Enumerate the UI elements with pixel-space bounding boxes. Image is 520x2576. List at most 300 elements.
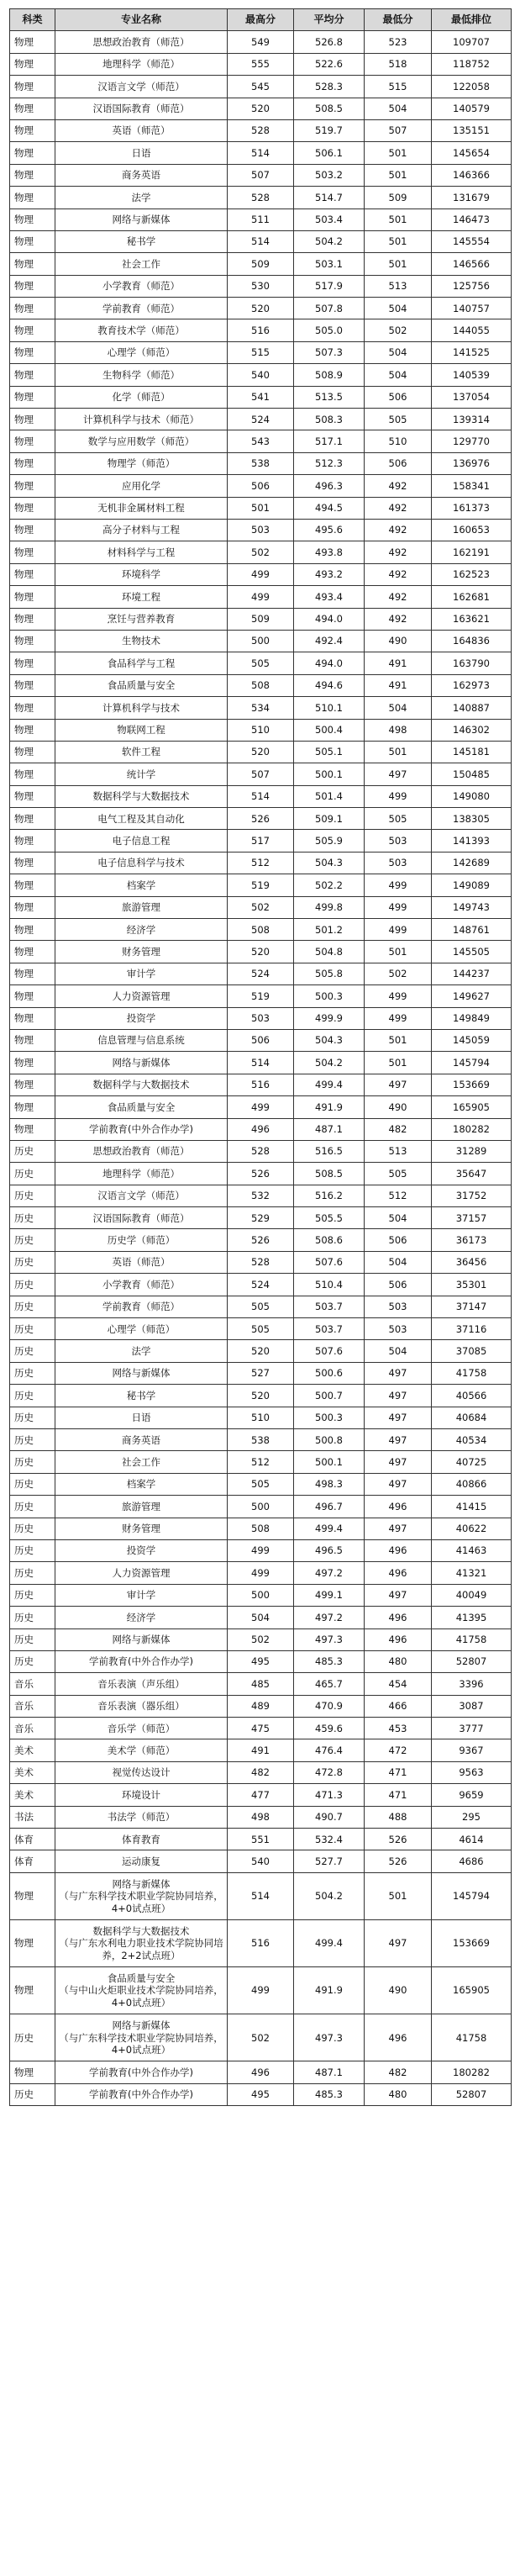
cell-avg-score: 500.8 (294, 1429, 365, 1451)
cell-min-rank: 138305 (432, 808, 512, 830)
cell-min-rank: 160653 (432, 519, 512, 541)
cell-category: 物理 (10, 275, 55, 297)
cell-max-score: 516 (228, 1074, 294, 1095)
cell-min-score: 497 (365, 1451, 432, 1473)
table-row (10, 1628, 512, 1650)
cell-max-score: 520 (228, 741, 294, 763)
cell-min-score: 499 (365, 1007, 432, 1029)
cell-category: 历史 (10, 1518, 55, 1539)
table-row (10, 452, 512, 474)
cell-major: 美术学（师范） (55, 1739, 228, 1761)
cell-major: 数据科学与大数据技术 (55, 785, 228, 807)
cell-avg-score: 487.1 (294, 2061, 365, 2083)
cell-min-score: 491 (365, 652, 432, 674)
cell-min-score: 504 (365, 1207, 432, 1229)
cell-category: 历史 (10, 1473, 55, 1495)
cell-min-score: 497 (365, 763, 432, 785)
table-row (10, 1496, 512, 1518)
cell-category: 物理 (10, 2061, 55, 2083)
cell-min-score: 501 (365, 741, 432, 763)
table-row (10, 1473, 512, 1495)
cell-avg-score: 505.9 (294, 830, 365, 852)
table-row (10, 541, 512, 563)
header-min-score: 最低分 (365, 9, 432, 31)
cell-avg-score: 508.5 (294, 98, 365, 119)
cell-category: 物理 (10, 785, 55, 807)
cell-max-score: 512 (228, 852, 294, 874)
table-row (10, 76, 512, 98)
cell-major: 汉语国际教育（师范） (55, 1207, 228, 1229)
cell-category: 物理 (10, 409, 55, 430)
cell-min-rank: 36173 (432, 1229, 512, 1251)
cell-major: 运动康复 (55, 1850, 228, 1872)
cell-category: 物理 (10, 963, 55, 984)
cell-min-rank: 141393 (432, 830, 512, 852)
cell-max-score: 516 (228, 1919, 294, 1966)
cell-category: 物理 (10, 652, 55, 674)
cell-min-score: 501 (365, 142, 432, 164)
cell-min-score: 492 (365, 519, 432, 541)
cell-max-score: 495 (228, 1650, 294, 1672)
cell-min-score: 499 (365, 985, 432, 1007)
cell-min-score: 497 (365, 1473, 432, 1495)
table-row (10, 230, 512, 252)
cell-min-score: 503 (365, 1296, 432, 1317)
table-row (10, 497, 512, 519)
table-row (10, 1207, 512, 1229)
cell-major: 学前教育（师范） (55, 298, 228, 319)
cell-avg-score: 522.6 (294, 53, 365, 75)
cell-category: 物理 (10, 719, 55, 741)
cell-category: 物理 (10, 1967, 55, 2014)
cell-major: 汉语国际教育（师范） (55, 98, 228, 119)
table-row (10, 630, 512, 652)
cell-min-rank: 35301 (432, 1274, 512, 1296)
table-row (10, 1007, 512, 1029)
table-row (10, 1163, 512, 1185)
cell-category: 物理 (10, 941, 55, 963)
cell-max-score: 510 (228, 1407, 294, 1428)
cell-min-score: 472 (365, 1739, 432, 1761)
cell-min-score: 504 (365, 98, 432, 119)
table-row (10, 519, 512, 541)
cell-major: 英语（师范） (55, 1251, 228, 1273)
cell-max-score: 526 (228, 1163, 294, 1185)
cell-category: 物理 (10, 1118, 55, 1140)
cell-min-score: 503 (365, 830, 432, 852)
cell-min-score: 492 (365, 608, 432, 630)
cell-min-score: 496 (365, 1562, 432, 1584)
cell-max-score: 489 (228, 1695, 294, 1717)
cell-min-score: 492 (365, 563, 432, 585)
cell-major: 旅游管理 (55, 896, 228, 918)
cell-avg-score: 497.3 (294, 1628, 365, 1650)
cell-max-score: 499 (228, 1562, 294, 1584)
table-row (10, 652, 512, 674)
cell-max-score: 514 (228, 785, 294, 807)
cell-avg-score: 502.2 (294, 874, 365, 896)
cell-max-score: 549 (228, 31, 294, 53)
cell-category: 历史 (10, 1296, 55, 1317)
cell-min-rank: 41758 (432, 2014, 512, 2061)
cell-min-score: 497 (365, 1074, 432, 1095)
cell-avg-score: 499.1 (294, 1584, 365, 1606)
cell-min-rank: 37147 (432, 1296, 512, 1317)
cell-min-rank: 149849 (432, 1007, 512, 1029)
cell-major: 学前教育（师范） (55, 1296, 228, 1317)
cell-major: 信息管理与信息系统 (55, 1029, 228, 1051)
cell-major: 烹饪与营养教育 (55, 608, 228, 630)
table-row (10, 319, 512, 341)
cell-max-score: 505 (228, 1318, 294, 1340)
cell-min-rank: 122058 (432, 76, 512, 98)
cell-avg-score: 504.3 (294, 852, 365, 874)
table-row (10, 1718, 512, 1739)
cell-avg-score: 490.7 (294, 1806, 365, 1828)
header-row (10, 9, 512, 31)
cell-major: 投资学 (55, 1007, 228, 1029)
cell-max-score: 524 (228, 963, 294, 984)
cell-min-score: 504 (365, 341, 432, 363)
cell-avg-score: 493.2 (294, 563, 365, 585)
cell-min-score: 501 (365, 1052, 432, 1074)
header-category: 科类 (10, 9, 55, 31)
cell-min-score: 501 (365, 209, 432, 230)
cell-category: 物理 (10, 1052, 55, 1074)
cell-category: 物理 (10, 919, 55, 941)
cell-major: 学前教育(中外合作办学) (55, 2083, 228, 2105)
cell-max-score: 509 (228, 608, 294, 630)
cell-min-score: 510 (365, 430, 432, 452)
cell-avg-score: 503.7 (294, 1318, 365, 1340)
cell-category: 物理 (10, 253, 55, 275)
cell-avg-score: 507.8 (294, 298, 365, 319)
cell-max-score: 502 (228, 1628, 294, 1650)
cell-max-score: 499 (228, 1539, 294, 1561)
cell-min-rank: 144055 (432, 319, 512, 341)
cell-category: 物理 (10, 497, 55, 519)
table-row (10, 741, 512, 763)
table-row (10, 1385, 512, 1407)
table-row (10, 2083, 512, 2105)
cell-min-score: 497 (365, 1385, 432, 1407)
table-row (10, 119, 512, 141)
cell-avg-score: 532.4 (294, 1829, 365, 1850)
cell-category: 历史 (10, 1539, 55, 1561)
cell-major: 无机非金属材料工程 (55, 497, 228, 519)
cell-min-rank: 52807 (432, 2083, 512, 2105)
cell-avg-score: 496.3 (294, 475, 365, 497)
cell-avg-score: 505.1 (294, 741, 365, 763)
table-row (10, 1919, 512, 1966)
cell-max-score: 517 (228, 830, 294, 852)
cell-category: 物理 (10, 741, 55, 763)
cell-min-score: 509 (365, 187, 432, 209)
cell-min-rank: 131679 (432, 187, 512, 209)
cell-min-rank: 41758 (432, 1362, 512, 1384)
cell-category: 体育 (10, 1850, 55, 1872)
cell-min-rank: 164836 (432, 630, 512, 652)
cell-max-score: 510 (228, 719, 294, 741)
cell-major: 思想政治教育（师范） (55, 31, 228, 53)
cell-major: 日语 (55, 1407, 228, 1428)
table-row (10, 1761, 512, 1783)
cell-min-score: 497 (365, 1362, 432, 1384)
table-row (10, 1274, 512, 1296)
cell-max-score: 512 (228, 1451, 294, 1473)
cell-avg-score: 508.3 (294, 409, 365, 430)
cell-min-score: 497 (365, 1518, 432, 1539)
cell-max-score: 508 (228, 1518, 294, 1539)
table-row (10, 209, 512, 230)
cell-major: 音乐表演（器乐组） (55, 1695, 228, 1717)
cell-max-score: 482 (228, 1761, 294, 1783)
cell-min-rank: 41321 (432, 1562, 512, 1584)
table-row (10, 1296, 512, 1317)
cell-min-score: 496 (365, 2014, 432, 2061)
cell-major: 财务管理 (55, 941, 228, 963)
cell-min-score: 504 (365, 298, 432, 319)
cell-major: 学前教育(中外合作办学) (55, 2061, 228, 2083)
cell-min-rank: 136976 (432, 452, 512, 474)
cell-avg-score: 516.2 (294, 1185, 365, 1206)
cell-avg-score: 496.7 (294, 1496, 365, 1518)
cell-avg-score: 528.3 (294, 76, 365, 98)
cell-min-score: 491 (365, 674, 432, 696)
cell-avg-score: 499.8 (294, 896, 365, 918)
cell-min-rank: 31289 (432, 1140, 512, 1162)
cell-max-score: 543 (228, 430, 294, 452)
cell-avg-score: 516.5 (294, 1140, 365, 1162)
cell-min-score: 513 (365, 275, 432, 297)
cell-major: 应用化学 (55, 475, 228, 497)
cell-category: 物理 (10, 209, 55, 230)
table-row (10, 874, 512, 896)
cell-category: 物理 (10, 563, 55, 585)
cell-min-score: 505 (365, 409, 432, 430)
cell-category: 物理 (10, 697, 55, 719)
cell-avg-score: 500.1 (294, 763, 365, 785)
table-row (10, 1362, 512, 1384)
cell-major: 高分子材料与工程 (55, 519, 228, 541)
header-major: 专业名称 (55, 9, 228, 31)
cell-avg-score: 500.3 (294, 985, 365, 1007)
cell-major: 数据科学与大数据技术 (55, 1074, 228, 1095)
cell-major: 音乐表演（声乐组） (55, 1673, 228, 1695)
table-row (10, 253, 512, 275)
cell-avg-score: 487.1 (294, 1118, 365, 1140)
cell-major: 网络与新媒体 （与广东科学技术职业学院协同培养，4+0试点班） (55, 2014, 228, 2061)
cell-major: 软件工程 (55, 741, 228, 763)
cell-min-score: 490 (365, 1096, 432, 1118)
cell-max-score: 527 (228, 1362, 294, 1384)
cell-category: 历史 (10, 2083, 55, 2105)
cell-avg-score: 493.8 (294, 541, 365, 563)
cell-min-score: 506 (365, 452, 432, 474)
cell-min-rank: 36456 (432, 1251, 512, 1273)
cell-max-score: 475 (228, 1718, 294, 1739)
cell-min-rank: 109707 (432, 31, 512, 53)
cell-max-score: 551 (228, 1829, 294, 1850)
table-row (10, 608, 512, 630)
cell-category: 美术 (10, 1784, 55, 1806)
cell-category: 物理 (10, 452, 55, 474)
table-row (10, 985, 512, 1007)
cell-avg-score: 517.1 (294, 430, 365, 452)
cell-major: 计算机科学与技术（师范） (55, 409, 228, 430)
cell-major: 审计学 (55, 963, 228, 984)
cell-avg-score: 499.4 (294, 1518, 365, 1539)
cell-max-score: 529 (228, 1207, 294, 1229)
cell-max-score: 520 (228, 98, 294, 119)
cell-max-score: 505 (228, 652, 294, 674)
cell-max-score: 502 (228, 2014, 294, 2061)
cell-max-score: 500 (228, 1496, 294, 1518)
cell-category: 物理 (10, 298, 55, 319)
table-row (10, 1518, 512, 1539)
cell-min-rank: 149089 (432, 874, 512, 896)
table-row (10, 1784, 512, 1806)
cell-min-score: 498 (365, 719, 432, 741)
table-row (10, 674, 512, 696)
table-row (10, 364, 512, 386)
cell-min-rank: 150485 (432, 763, 512, 785)
cell-avg-score: 510.4 (294, 1274, 365, 1296)
cell-avg-score: 501.4 (294, 785, 365, 807)
cell-major: 心理学（师范） (55, 1318, 228, 1340)
cell-min-rank: 162191 (432, 541, 512, 563)
cell-category: 物理 (10, 475, 55, 497)
cell-major: 小学教育（师范） (55, 1274, 228, 1296)
cell-min-rank: 149627 (432, 985, 512, 1007)
table-row (10, 1096, 512, 1118)
cell-max-score: 520 (228, 298, 294, 319)
cell-major: 学前教育(中外合作办学) (55, 1650, 228, 1672)
cell-major: 食品质量与安全 （与中山火炬职业技术学院协同培养，4+0试点班） (55, 1967, 228, 2014)
cell-avg-score: 494.0 (294, 652, 365, 674)
cell-min-score: 526 (365, 1829, 432, 1850)
cell-min-rank: 165905 (432, 1967, 512, 2014)
cell-avg-score: 465.7 (294, 1673, 365, 1695)
table-row (10, 963, 512, 984)
cell-major: 社会工作 (55, 1451, 228, 1473)
cell-min-score: 496 (365, 1607, 432, 1628)
cell-min-score: 453 (365, 1718, 432, 1739)
cell-major: 小学教育（师范） (55, 275, 228, 297)
cell-category: 物理 (10, 142, 55, 164)
cell-category: 物理 (10, 674, 55, 696)
cell-min-rank: 4686 (432, 1850, 512, 1872)
cell-max-score: 506 (228, 1029, 294, 1051)
cell-category: 历史 (10, 1207, 55, 1229)
cell-max-score: 526 (228, 808, 294, 830)
cell-max-score: 507 (228, 164, 294, 186)
cell-avg-score: 491.9 (294, 1967, 365, 2014)
cell-min-rank: 149743 (432, 896, 512, 918)
cell-category: 物理 (10, 874, 55, 896)
cell-major: 食品科学与工程 (55, 652, 228, 674)
table-row (10, 1429, 512, 1451)
cell-major: 秘书学 (55, 230, 228, 252)
cell-max-score: 485 (228, 1673, 294, 1695)
cell-min-score: 466 (365, 1695, 432, 1717)
cell-category: 物理 (10, 1007, 55, 1029)
cell-min-rank: 145059 (432, 1029, 512, 1051)
cell-max-score: 502 (228, 896, 294, 918)
cell-min-score: 499 (365, 896, 432, 918)
cell-avg-score: 506.1 (294, 142, 365, 164)
cell-avg-score: 505.5 (294, 1207, 365, 1229)
cell-major: 物联网工程 (55, 719, 228, 741)
cell-major: 物理学（师范） (55, 452, 228, 474)
cell-min-score: 497 (365, 1584, 432, 1606)
cell-avg-score: 510.1 (294, 697, 365, 719)
cell-avg-score: 495.6 (294, 519, 365, 541)
cell-avg-score: 507.6 (294, 1251, 365, 1273)
table-row (10, 187, 512, 209)
cell-max-score: 519 (228, 985, 294, 1007)
cell-min-rank: 145654 (432, 142, 512, 164)
cell-min-rank: 161373 (432, 497, 512, 519)
cell-min-rank: 295 (432, 1806, 512, 1828)
cell-max-score: 506 (228, 475, 294, 497)
cell-min-score: 513 (365, 1140, 432, 1162)
cell-max-score: 502 (228, 541, 294, 563)
cell-min-rank: 145794 (432, 1052, 512, 1074)
cell-category: 物理 (10, 586, 55, 608)
cell-max-score: 508 (228, 919, 294, 941)
cell-max-score: 499 (228, 563, 294, 585)
table-row (10, 852, 512, 874)
cell-major: 环境工程 (55, 586, 228, 608)
cell-min-rank: 37085 (432, 1340, 512, 1362)
cell-category: 物理 (10, 808, 55, 830)
cell-avg-score: 508.9 (294, 364, 365, 386)
cell-category: 物理 (10, 31, 55, 53)
cell-category: 物理 (10, 630, 55, 652)
cell-min-score: 501 (365, 1872, 432, 1919)
cell-min-rank: 146366 (432, 164, 512, 186)
cell-min-score: 506 (365, 1229, 432, 1251)
cell-max-score: 538 (228, 452, 294, 474)
cell-avg-score: 500.6 (294, 1362, 365, 1384)
cell-category: 物理 (10, 1919, 55, 1966)
header-max-score: 最高分 (228, 9, 294, 31)
cell-major: 视觉传达设计 (55, 1761, 228, 1783)
table-row (10, 1140, 512, 1162)
cell-min-rank: 37157 (432, 1207, 512, 1229)
cell-min-rank: 125756 (432, 275, 512, 297)
cell-avg-score: 494.6 (294, 674, 365, 696)
cell-min-score: 492 (365, 586, 432, 608)
cell-min-rank: 3087 (432, 1695, 512, 1717)
cell-avg-score: 504.2 (294, 1052, 365, 1074)
cell-major: 心理学（师范） (55, 341, 228, 363)
cell-max-score: 516 (228, 319, 294, 341)
cell-avg-score: 491.9 (294, 1096, 365, 1118)
cell-max-score: 514 (228, 230, 294, 252)
table-row (10, 1739, 512, 1761)
cell-min-rank: 137054 (432, 386, 512, 408)
cell-avg-score: 513.5 (294, 386, 365, 408)
cell-avg-score: 519.7 (294, 119, 365, 141)
cell-max-score: 495 (228, 2083, 294, 2105)
cell-avg-score: 503.2 (294, 164, 365, 186)
cell-category: 物理 (10, 98, 55, 119)
cell-max-score: 528 (228, 119, 294, 141)
admission-score-table (9, 8, 512, 2106)
cell-major: 教育技术学（师范） (55, 319, 228, 341)
